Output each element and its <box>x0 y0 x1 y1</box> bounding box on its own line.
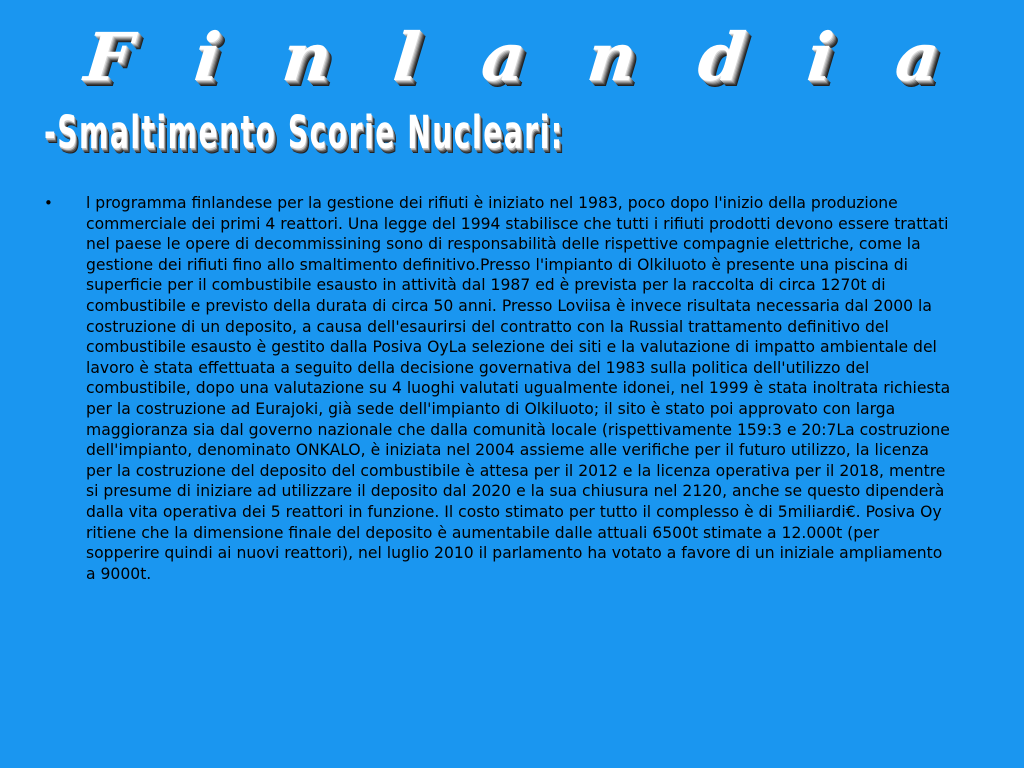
slide-title: F i n l a n d i a <box>81 18 963 96</box>
bullet-item <box>44 193 954 584</box>
bullet-text: l programma finlandese per la gestione dei rifiuti è iniziato nel 1983, poco dopo l'inizio della produzione commerciale dei primi 4 reattori. Una legge del 1994 stabilisce che tutti i rifiuti prodotti devono essere trattati nel paese le opere di decommissining sono di responsabilità delle rispettive compagnie elettriche, come la gestione dei rifiuti fino allo smaltimento definitivo.Presso l'impianto di Olkiluoto è presente una piscina di superficie per il combustibile esausto in attività dal 1987 ed è prevista per la raccolta di circa 1270t di combustibile e previsto della durata di circa 50 anni. Presso Loviisa è invece risultata necessaria dal 2000 la costruzione di un deposito, a causa dell'esaurirsi del contratto con la Russial trattamento definitivo del combustibile esausto è gestito dalla Posiva OyLa selezione dei siti e la valutazione di impatto ambientale del lavoro è stata effettuata a seguito della decisione governativa del 1983 sulla politica dell'utilizzo del combustibile, dopo una valutazione su 4 luoghi valutati ugualmente idonei, nel 1999 è stata inoltrata richiesta per la costruzione ad Eurajoki, già sede dell'impianto di Olkiluoto; il sito è stato poi approvato con larga maggioranza sia dal governo nazionale che dalla comunità locale (rispettivamente 159:3 e 20:7La costruzione dell'impianto, denominato ONKALO, è iniziata nel 2004 assieme alle verifiche per il futuro utilizzo, la licenza per la costruzione del deposito del combustibile è attesa per il 2012 e la licenza operativa per il 2018, mentre si presume di iniziare ad utilizzare il deposito dal 2020 e la sua chiusura nel 2120, anche se questo dipenderà dalla vita operativa dei 5 reattori in funzione. Il costo stimato per tutto il complesso è di 5miliardi€. Posiva Oy ritiene che la dimensione finale del deposito è aumentabile dalle attuali 6500t stimate a 12.000t (per sopperire quindi ai nuovi reattori), nel luglio 2010 il parlamento ha votato a favore di un iniziale ampliamento a 9000t. <box>86 194 951 583</box>
slide-content <box>44 193 954 584</box>
slide-subtitle: -Smaltimento Scorie Nucleari: <box>44 108 564 160</box>
bullet-icon: • <box>44 194 53 212</box>
